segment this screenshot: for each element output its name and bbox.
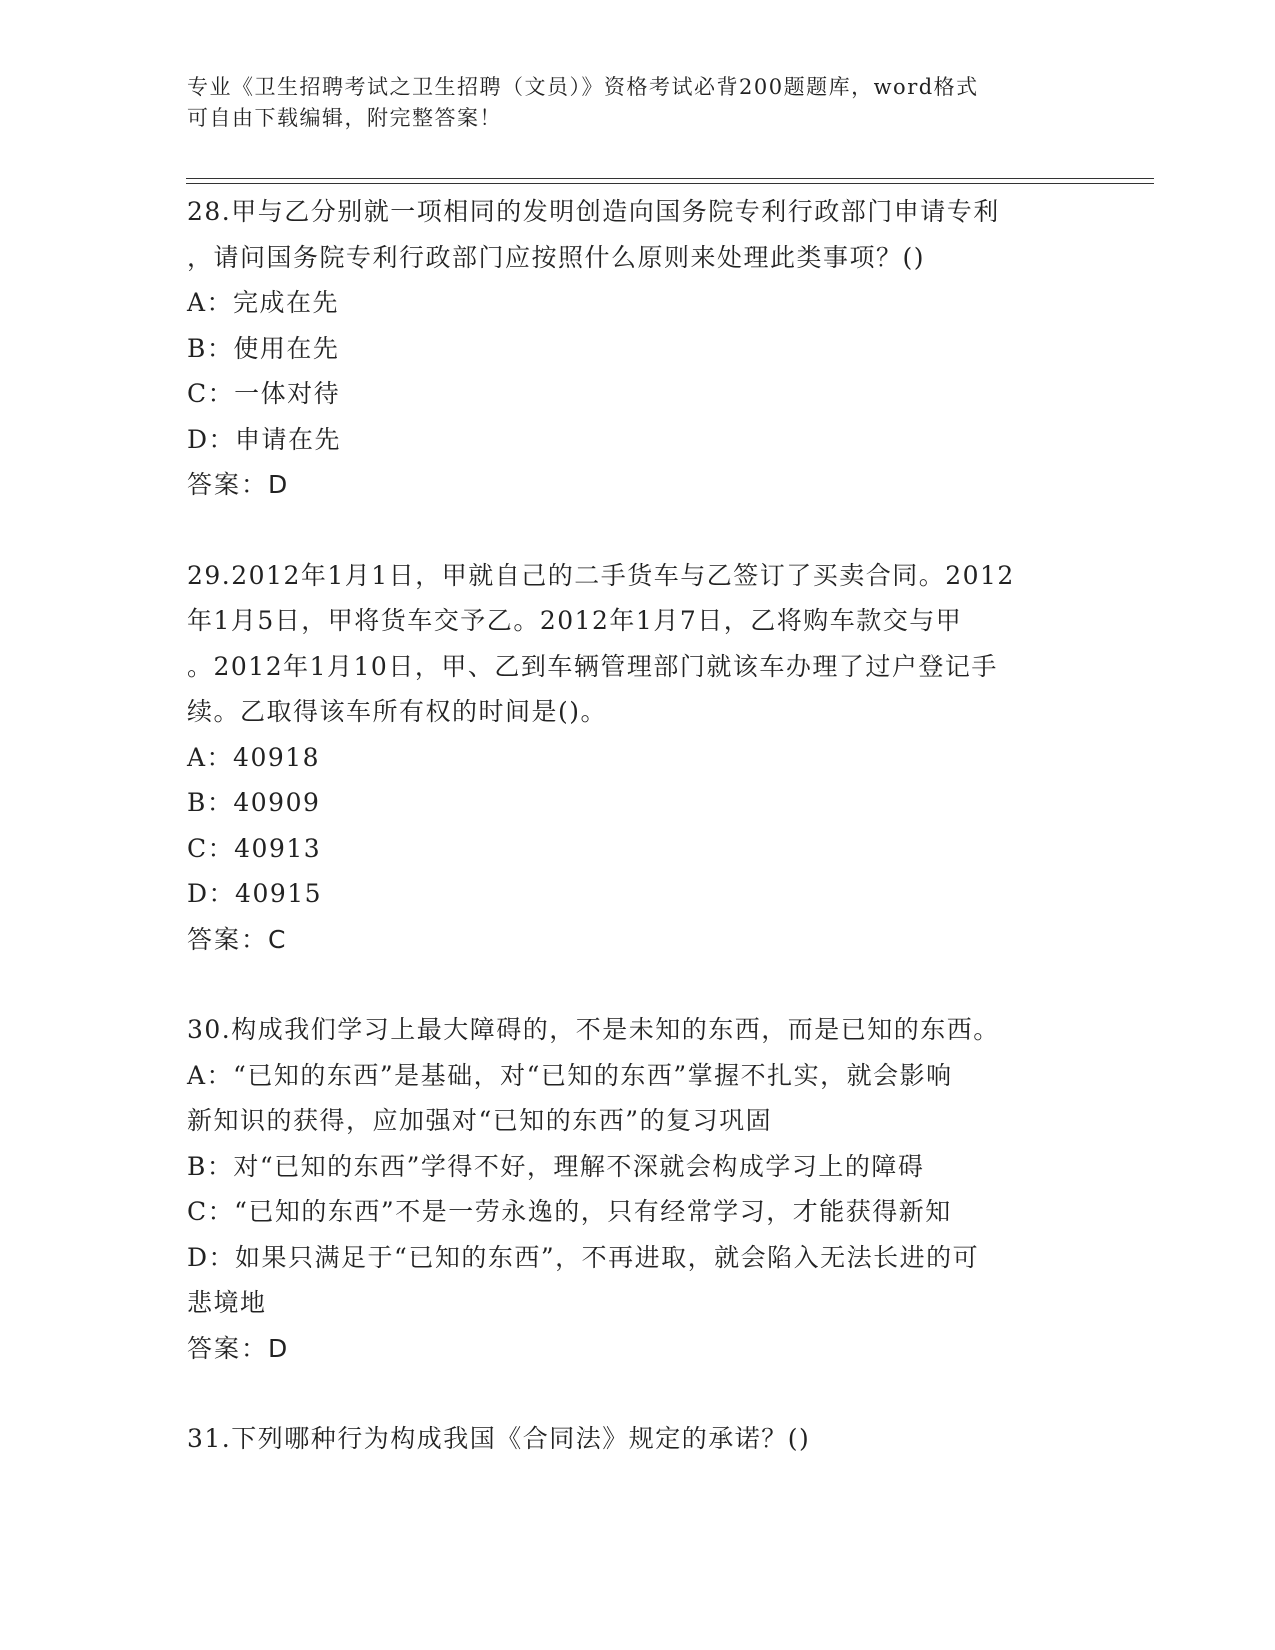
header-divider-top [186,178,1154,179]
option-a: A：完成在先 [187,288,340,317]
answer-text: 答案：D [187,470,290,499]
question-text-line: ，请问国务院专利行政部门应按照什么原则来处理此类事项？() [187,242,926,272]
option-d: D：如果只满足于“已知的东西”，不再进取，就会陷入无法长进的可 [187,1242,980,1272]
question-text-line: 。2012年1月10日，甲、乙到车辆管理部门就该车办理了过户登记手 [187,651,998,681]
option-c: C：一体对待 [187,379,341,408]
question-text-line: 30.构成我们学习上最大障碍的，不是未知的东西，而是已知的东西。 [187,1015,1000,1044]
option-c: C：40913 [187,833,322,863]
document-header [187,72,1087,134]
option-b: B：40909 [187,788,321,817]
question-text-line: 31.下列哪种行为构成我国《合同法》规定的承诺？() [187,1424,811,1453]
question-text-line: 28.甲与乙分别就一项相同的发明创造向国务院专利行政部门申请专利 [187,197,1000,226]
header-line-2: 可自由下载编辑，附完整答案！ [187,106,502,130]
option-a-continued: 新知识的获得，应加强对“已知的东西”的复习巩固 [187,1106,773,1135]
option-a: A：“已知的东西”是基础，对“已知的东西”掌握不扎实，就会影响 [187,1060,953,1090]
option-d-continued: 悲境地 [187,1288,267,1317]
option-b: B：对“已知的东西”学得不好，理解不深就会构成学习上的障碍 [187,1151,925,1181]
option-c: C：“已知的东西”不是一劳永逸的，只有经常学习，才能获得新知 [187,1197,952,1226]
question-text-line: 续。乙取得该车所有权的时间是()。 [187,697,608,726]
question-list [187,189,1087,1462]
question-31 [187,1416,1087,1462]
question-28 [187,189,1087,508]
option-d: D：申请在先 [187,424,342,454]
question-text-line: 29.2012年1月1日，甲就自己的二手货车与乙签订了买卖合同。2012 [187,560,1015,590]
answer-text: 答案：C [187,924,288,954]
question-30 [187,1007,1087,1371]
question-text-line: 年1月5日，甲将货车交予乙。2012年1月7日，乙将购车款交与甲 [187,606,963,635]
answer-text: 答案：D [187,1333,290,1363]
option-d: D：40915 [187,879,323,908]
header-divider-bottom [186,183,1154,184]
option-b: B：使用在先 [187,333,340,363]
option-a: A：40918 [187,742,321,772]
header-line-1: 专业《卫生招聘考试之卫生招聘（文员）》资格考试必背200题题库，word格式 [187,75,979,99]
question-29 [187,553,1087,963]
